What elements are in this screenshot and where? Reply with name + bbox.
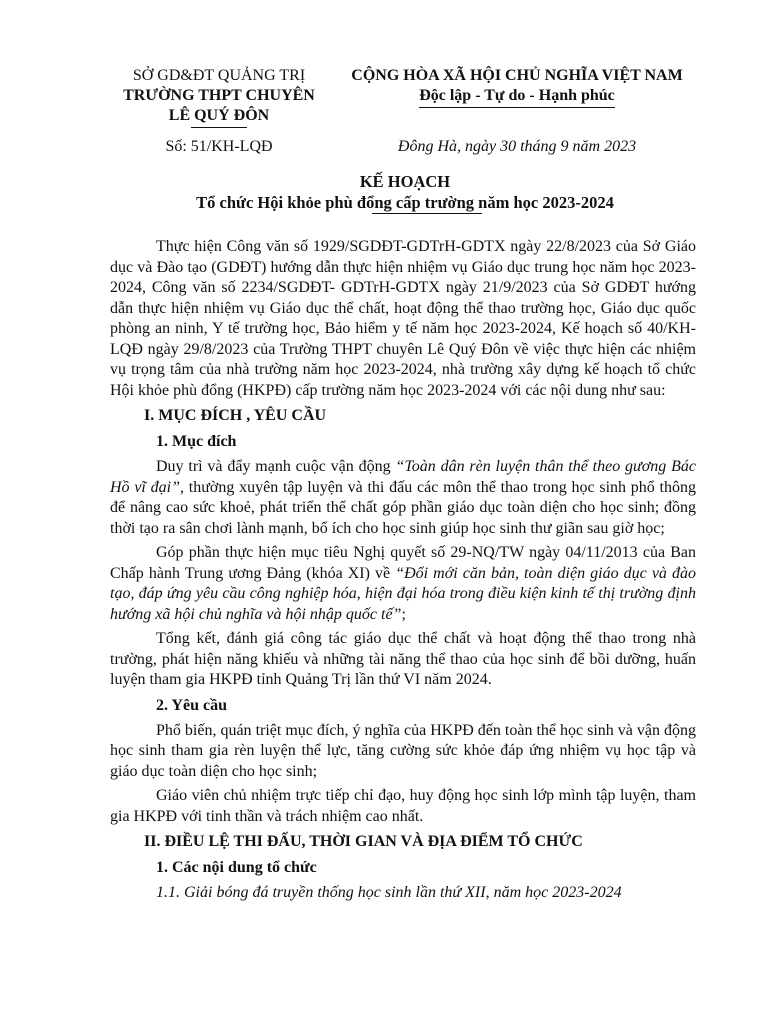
subsection-contents-heading: 1. Các nội dung tổ chức [156, 859, 317, 876]
purpose-paragraph-2 [110, 543, 696, 625]
purpose-p1-text-b: , thường xuyên tập luyện và thi đấu các môn thể thao trong học sinh phổ thông để nâng cao sức khoẻ, phát triển thể chất góp phần giáo dục toàn diện cho học sinh; đồng thời tạo ra sân chơi lành mạnh, bổ ích cho học sinh giúp học sinh thư giãn sau giờ học; [110, 478, 696, 537]
agency-name: SỞ GD&ĐT QUẢNG TRỊ [132, 67, 306, 84]
item-1-1: 1.1. Giải bóng đá truyền thống học sinh lần thứ XII, năm học 2023-2024 [156, 884, 622, 901]
title-underline [372, 213, 482, 214]
purpose-p1-quote: “Toàn dân rèn luyện thân thể theo gương Bác Hồ vĩ đại” [110, 458, 696, 496]
section-1-heading: I. MỤC ĐÍCH , YÊU CẦU [144, 407, 327, 424]
issuing-organization [108, 66, 330, 126]
intro-paragraph: Thực hiện Công văn số 1929/SGDĐT-GDTrH-GDTX ngày 22/8/2023 của Sở Giáo dục và Đào tạo (GDĐT) hướng dẫn thực hiện nhiệm vụ Giáo dục trung học năm học 2023-2024, Công văn số 2234/SGDĐT- GDTrH-GDTX ngày 21/9/2023 của Sở GDĐT hướng dẫn thực hiện nhiệm vụ Giáo dục thể chất, hoạt động thể thao trường học, Giáo dục quốc phòng an ninh, Y tế trường học, Bảo hiểm y tế năm học 2023-2024, Kế hoạch số 40/KH-LQĐ ngày 29/8/2023 của Trường THPT chuyên Lê Quý Đôn về việc thực hiện các nhiệm vụ trọng tâm của nhà trường năm học 2023-2024, nhà trường xây dựng kế hoạch tổ chức Hội khỏe phù đổng (HKPĐ) cấp trường năm học 2023-2024 với các nội dung như sau: [110, 238, 696, 399]
purpose-p2-text-b: ; [401, 605, 406, 623]
purpose-p2-quote: “Đổi mới căn bản, toàn diện giáo dục và đào tạo, đáp ứng yêu cầu công nghiệp hóa, hiện đại hóa trong điều kiện kinh tế thị trường định hướng xã hội chủ nghĩa và hội nhập quốc tế” [110, 564, 696, 623]
purpose-paragraph-1 [110, 457, 696, 539]
document-title [108, 171, 702, 213]
purpose-p2-text-a: Góp phần thực hiện mục tiêu Nghị quyết số 29-NQ/TW ngày 04/11/2013 của Ban Chấp hành Trung ương Đảng (khóa XI) về [110, 544, 696, 582]
republic-name: CỘNG HÒA XÃ HỘI CHỦ NGHĨA VIỆT NAM [351, 67, 683, 84]
national-motto: Độc lập - Tự do - Hạnh phúc [419, 87, 615, 104]
title-main: KẾ HOẠCH [359, 172, 451, 191]
section-2-heading: II. ĐIỀU LỆ THI ĐẤU, THỜI GIAN VÀ ĐỊA ĐIỂM TỔ CHỨC [144, 833, 583, 850]
subsection-purpose-heading: 1. Mục đích [156, 433, 237, 450]
requirements-paragraph-1: Phổ biến, quán triệt mục đích, ý nghĩa của HKPĐ đến toàn thể học sinh và vận động học sinh tham gia rèn luyện thể lực, tăng cường sức khỏe đáp ứng nhiệm vụ học tập và giáo dục toàn diện cho học sinh; [110, 721, 696, 780]
document-number: Số: 51/KH-LQĐ [165, 138, 273, 155]
place-and-date: Đông Hà, ngày 30 tháng 9 năm 2023 [397, 138, 637, 155]
requirements-paragraph-2: Giáo viên chủ nhiệm trực tiếp chỉ đạo, huy động học sinh lớp mình tập luyện, tham gia HKPĐ với tinh thần và trách nhiệm cao nhất. [110, 787, 696, 825]
motto-underline [419, 107, 615, 108]
document-body [110, 237, 696, 904]
title-subtitle: Tổ chức Hội khỏe phù đổng cấp trường năm học 2023-2024 [196, 193, 614, 212]
purpose-p1-text-a: Duy trì và đẩy mạnh cuộc vận động [156, 458, 396, 475]
national-heading [332, 66, 702, 106]
purpose-paragraph-3: Tổng kết, đánh giá công tác giáo dục thể chất và hoạt động thể thao trong nhà trường, phát hiện năng khiếu và những tài năng thể thao của học sinh để bồi dưỡng, huấn luyện tham gia HKPĐ tỉnh Quảng Trị lần thứ VI năm 2024. [110, 630, 696, 688]
school-underline [191, 127, 247, 128]
school-name-line2: LÊ QUÝ ĐÔN [168, 107, 270, 124]
school-name-line1: TRƯỜNG THPT CHUYÊN [123, 87, 315, 104]
subsection-requirements-heading: 2. Yêu cầu [156, 696, 227, 714]
